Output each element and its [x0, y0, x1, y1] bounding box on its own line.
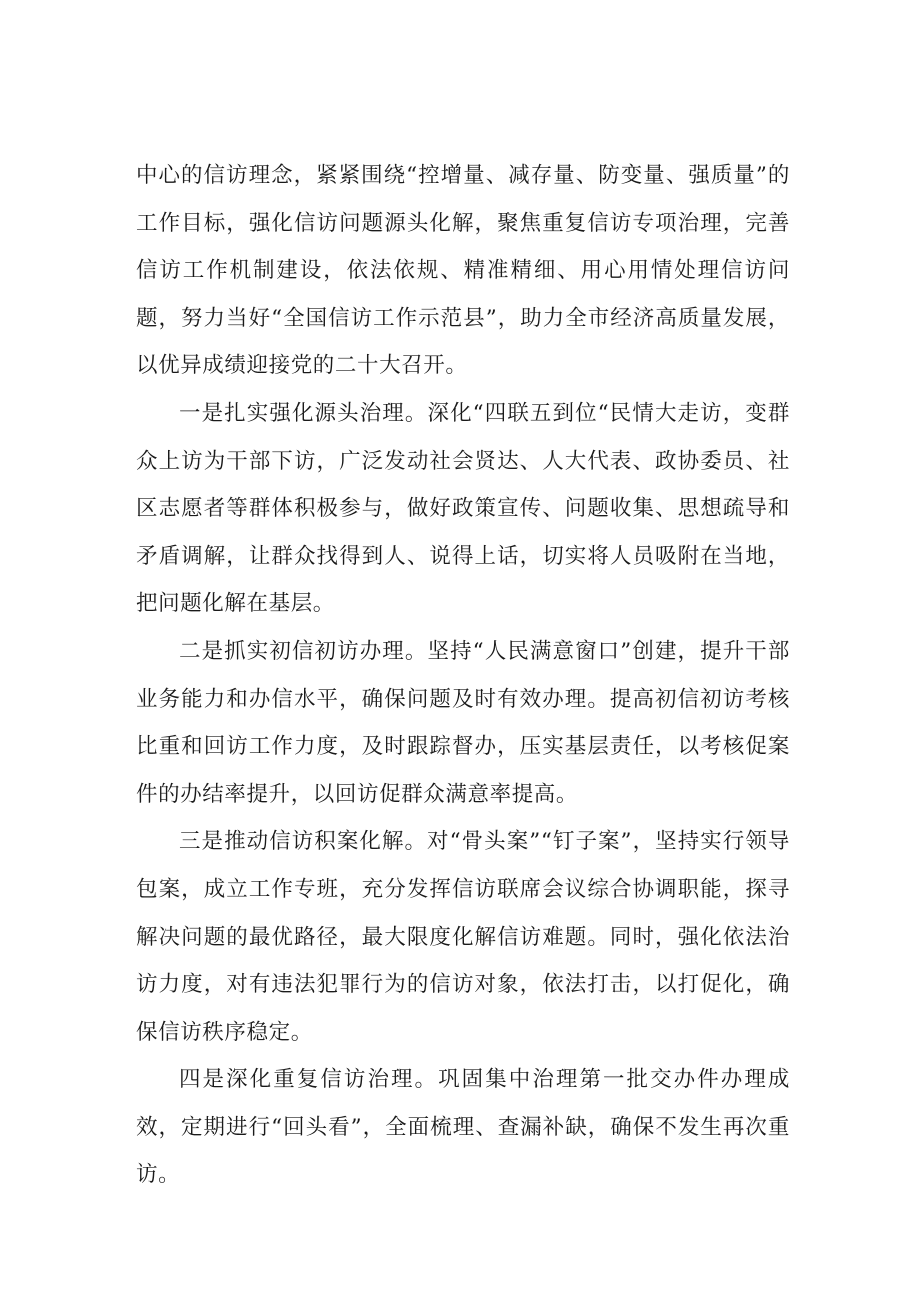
paragraph-initial-petitions: 二是抓实初信初访办理。坚持“人民满意窗口”创建，提升干部业务能力和办信水平，确保问题及时有效办理。提高初信初访考核比重和回访工作力度，及时跟踪督办，压实基层责任，以考核促案件的办结率提升，以回访促群众满意率提高。 — [136, 638, 790, 807]
paragraph-backlog-cases: 三是推动信访积案化解。对“骨头案”“钉子案”，坚持实行领导包案，成立工作专班，充分发挥信访联席会议综合协调职能，探寻解决问题的最优路径，最大限度化解信访难题。同时，强化依法治访力度，对有违法犯罪行为的信访对象，依法打击，以打促化，确保信访秩序稳定。 — [136, 829, 790, 1045]
paragraph-source-governance: 一是扎实强化源头治理。深化“四联五到位“民情大走访，变群众上访为干部下访，广泛发动社会贤达、人大代表、政协委员、社区志愿者等群体积极参与，做好政策宣传、问题收集、思想疏导和矛盾调解，让群众找得到人、说得上话，切实将人员吸附在当地，把问题化解在基层。 — [136, 400, 790, 617]
document-body — [136, 152, 790, 1199]
paragraph-repeat-petitions: 四是深化重复信访治理。巩固集中治理第一批交办件办理成效，定期进行“回头看”，全面梳理、查漏补缺，确保不发生再次重访。 — [136, 1067, 790, 1188]
paragraph-intro-continuation: 中心的信访理念，紧紧围绕“控增量、减存量、防变量、强质量”的工作目标，强化信访问题源头化解，聚焦重复信访专项治理，完善信访工作机制建设，依法依规、精准精细、用心用情处理信访问题，努力当好“全国信访工作示范县”，助力全市经济高质量发展，以优异成绩迎接党的二十大召开。 — [136, 163, 790, 379]
